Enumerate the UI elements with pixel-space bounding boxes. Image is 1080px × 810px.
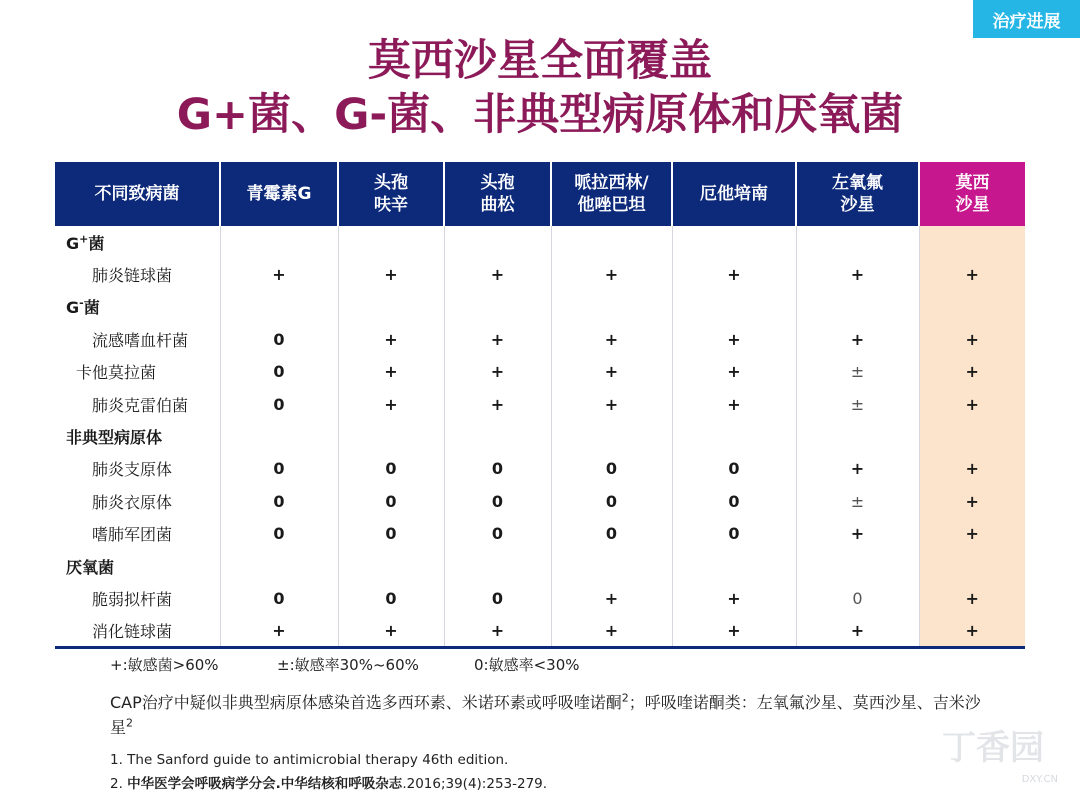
coverage-value: + <box>604 588 619 608</box>
coverage-value: 0 <box>728 491 740 511</box>
coverage-value: + <box>604 329 619 349</box>
coverage-cell <box>220 258 338 290</box>
category-empty-cell <box>919 550 1025 582</box>
category-empty-cell <box>338 226 444 258</box>
category-empty-cell <box>551 550 672 582</box>
coverage-value: + <box>490 621 505 641</box>
coverage-value: + <box>965 459 979 479</box>
category-label-main: 非典型病原体 <box>66 428 163 448</box>
coverage-value: + <box>490 362 505 382</box>
coverage-value: + <box>965 621 979 641</box>
coverage-cell <box>796 356 919 388</box>
category-empty-cell <box>444 291 551 323</box>
coverage-cell <box>338 356 444 388</box>
category-empty-cell <box>551 226 672 258</box>
coverage-cell <box>551 388 672 420</box>
coverage-cell <box>672 485 796 517</box>
coverage-value: + <box>965 265 979 285</box>
category-empty-cell <box>444 550 551 582</box>
coverage-cell <box>444 453 551 485</box>
coverage-value: 0 <box>728 459 740 479</box>
coverage-value: + <box>727 329 741 349</box>
coverage-cell <box>551 518 672 550</box>
category-empty-cell <box>919 226 1025 258</box>
coverage-value: ± <box>850 394 865 414</box>
table-row <box>55 582 1025 614</box>
coverage-value: + <box>727 394 741 414</box>
coverage-cell <box>338 258 444 290</box>
coverage-value: + <box>384 394 398 414</box>
coverage-value: 0 <box>273 491 285 511</box>
coverage-cell <box>338 453 444 485</box>
category-empty-cell <box>220 420 338 452</box>
watermark-logo: 丁香园 <box>942 728 1044 768</box>
category-empty-cell <box>796 291 919 323</box>
category-label-sup: + <box>79 232 89 246</box>
coverage-cell <box>220 615 338 647</box>
category-empty-cell <box>796 550 919 582</box>
coverage-value: + <box>604 394 619 414</box>
coverage-value: + <box>965 524 979 544</box>
coverage-value: + <box>272 265 286 285</box>
coverage-value: + <box>727 621 741 641</box>
header-drug-line1: 哌拉西林/ <box>574 173 649 193</box>
legend-sensitive: +:敏感菌>60% <box>110 656 219 674</box>
coverage-value: 0 <box>605 524 618 544</box>
coverage-value: + <box>272 621 286 641</box>
coverage-value: 0 <box>852 588 863 608</box>
header-drug-line2: 曲松 <box>480 195 515 215</box>
coverage-cell <box>672 582 796 614</box>
coverage-value: 0 <box>728 524 740 544</box>
coverage-cell <box>796 323 919 355</box>
reference-2-number: 2. <box>110 776 128 792</box>
reference-1: 1. The Sanford guide to antimicrobial therapy 46th edition. <box>110 752 509 768</box>
coverage-cell <box>796 485 919 517</box>
pathogen-name: 肺炎衣原体 <box>92 492 173 512</box>
coverage-cell <box>220 453 338 485</box>
coverage-cell <box>672 323 796 355</box>
category-empty-cell <box>672 291 796 323</box>
coverage-value: 0 <box>273 459 285 479</box>
category-label-main: G <box>66 298 80 318</box>
coverage-cell <box>551 582 672 614</box>
coverage-cell <box>551 356 672 388</box>
category-label-suffix: 菌 <box>83 298 100 318</box>
coverage-cell <box>551 258 672 290</box>
category-empty-cell <box>338 550 444 582</box>
header-drug-line1: 左氧氟 <box>832 173 883 193</box>
header-drug-6 <box>919 162 1025 226</box>
category-row <box>55 226 1025 258</box>
coverage-cell <box>338 582 444 614</box>
coverage-cell <box>919 453 1025 485</box>
header-drug-1 <box>338 162 444 226</box>
category-empty-cell <box>551 420 672 452</box>
header-drug-line1: 莫西 <box>955 173 990 193</box>
coverage-value: 0 <box>491 459 504 479</box>
category-empty-cell <box>672 420 796 452</box>
category-empty-cell <box>220 291 338 323</box>
coverage-value: 0 <box>605 491 618 511</box>
coverage-value: + <box>850 621 865 641</box>
coverage-value: + <box>490 394 505 414</box>
coverage-cell <box>796 388 919 420</box>
coverage-cell <box>672 388 796 420</box>
coverage-cell <box>220 356 338 388</box>
coverage-value: + <box>727 265 741 285</box>
coverage-cell <box>672 356 796 388</box>
coverage-value: + <box>850 459 865 479</box>
coverage-cell <box>919 615 1025 647</box>
category-empty-cell <box>338 291 444 323</box>
coverage-cell <box>672 615 796 647</box>
coverage-cell <box>338 615 444 647</box>
table-row <box>55 485 1025 517</box>
coverage-cell <box>796 518 919 550</box>
category-empty-cell <box>796 420 919 452</box>
table-row <box>55 388 1025 420</box>
category-empty-cell <box>220 226 338 258</box>
pathogen-name: 嗜肺军团菌 <box>92 525 173 545</box>
note-text-2: ；呼吸喹诺酮类：左氧氟沙星、莫西沙星、吉米沙星 <box>110 693 981 737</box>
header-pathogen: 不同致病菌 <box>55 162 220 226</box>
pathogen-name: 卡他莫拉菌 <box>76 363 157 383</box>
coverage-cell <box>551 485 672 517</box>
table-header-row <box>55 162 1025 226</box>
coverage-cell <box>444 258 551 290</box>
header-drug-2 <box>444 162 551 226</box>
coverage-value: + <box>604 265 619 285</box>
coverage-cell <box>338 388 444 420</box>
coverage-value: 0 <box>491 588 504 608</box>
coverage-value: 0 <box>273 588 285 608</box>
coverage-cell <box>796 582 919 614</box>
coverage-value: 0 <box>385 588 397 608</box>
note-citation-1: 2 <box>621 691 629 705</box>
coverage-cell <box>551 615 672 647</box>
section-tag: 治疗进展 <box>973 0 1080 38</box>
category-empty-cell <box>444 420 551 452</box>
pathogen-name: 消化链球菌 <box>92 622 173 642</box>
header-drug-line1: 头孢 <box>374 173 408 193</box>
coverage-value: + <box>384 621 398 641</box>
table-row <box>55 615 1025 647</box>
category-empty-cell <box>444 226 551 258</box>
coverage-value: 0 <box>273 362 285 382</box>
category-empty-cell <box>919 420 1025 452</box>
coverage-value: + <box>850 265 865 285</box>
reference-2 <box>110 772 547 792</box>
table-row <box>55 453 1025 485</box>
coverage-cell <box>919 582 1025 614</box>
coverage-value: + <box>384 265 398 285</box>
category-empty-cell <box>338 420 444 452</box>
category-row <box>55 550 1025 582</box>
coverage-cell <box>919 356 1025 388</box>
category-empty-cell <box>672 550 796 582</box>
header-drug-line2: 沙星 <box>955 195 990 215</box>
coverage-value: 0 <box>491 491 504 511</box>
coverage-value: + <box>965 362 979 382</box>
category-label <box>55 550 220 582</box>
table-row <box>55 518 1025 550</box>
category-label-main: G <box>66 233 80 253</box>
page-subtitle: G+菌、G-菌、非典型病原体和厌氧菌 <box>176 90 904 140</box>
coverage-cell <box>919 258 1025 290</box>
category-row <box>55 291 1025 323</box>
header-drug-line2: 沙星 <box>840 195 875 215</box>
category-label <box>55 420 220 452</box>
coverage-cell <box>220 518 338 550</box>
header-drug-line1: 青霉素G <box>246 184 312 204</box>
coverage-cell <box>672 258 796 290</box>
reference-2-detail: .2016;39(4):253-279. <box>402 776 548 792</box>
header-drug-line2: 他唑巴坦 <box>577 195 646 215</box>
category-empty-cell <box>919 291 1025 323</box>
coverage-cell <box>551 453 672 485</box>
category-label-main: 厌氧菌 <box>66 557 115 577</box>
coverage-cell <box>444 356 551 388</box>
coverage-cell <box>444 615 551 647</box>
header-drug-4 <box>672 162 796 226</box>
watermark-url: DXY.CN <box>1021 774 1058 785</box>
category-label-suffix: 菌 <box>88 233 105 253</box>
coverage-value: 0 <box>273 524 285 544</box>
coverage-value: 0 <box>385 459 397 479</box>
coverage-value: 0 <box>273 394 285 414</box>
header-drug-5 <box>796 162 919 226</box>
page-title: 莫西沙星全面覆盖 <box>368 36 712 86</box>
header-drug-0 <box>220 162 338 226</box>
coverage-cell <box>919 518 1025 550</box>
coverage-cell <box>220 323 338 355</box>
clinical-note <box>110 690 990 740</box>
coverage-value: 0 <box>605 459 618 479</box>
coverage-cell <box>672 453 796 485</box>
table-row <box>55 258 1025 290</box>
pathogen-name: 肺炎链球菌 <box>92 266 173 286</box>
coverage-cell <box>220 485 338 517</box>
category-row <box>55 420 1025 452</box>
table-row <box>55 323 1025 355</box>
coverage-value: + <box>965 588 979 608</box>
coverage-value: + <box>604 362 619 382</box>
coverage-cell <box>220 388 338 420</box>
coverage-cell <box>672 518 796 550</box>
coverage-value: + <box>604 621 619 641</box>
coverage-cell <box>444 388 551 420</box>
category-label <box>55 226 220 258</box>
coverage-value: + <box>965 394 979 414</box>
note-text-1: CAP治疗中疑似非典型病原体感染首选多西环素、米诺环素或呼吸喹诺酮 <box>110 693 622 712</box>
coverage-value: + <box>727 362 741 382</box>
category-empty-cell <box>551 291 672 323</box>
coverage-value: + <box>490 329 505 349</box>
coverage-value: 0 <box>385 524 397 544</box>
coverage-value: + <box>727 588 741 608</box>
pathogen-name: 流感嗜血杆菌 <box>92 330 189 350</box>
coverage-cell <box>796 453 919 485</box>
pathogen-name: 肺炎支原体 <box>92 460 173 480</box>
category-empty-cell <box>796 226 919 258</box>
coverage-value: 0 <box>385 491 397 511</box>
coverage-value: + <box>965 329 979 349</box>
coverage-cell <box>338 485 444 517</box>
antibiotic-coverage-table <box>55 162 1025 647</box>
coverage-cell <box>338 323 444 355</box>
note-citation-2: 2 <box>126 716 134 730</box>
coverage-value: + <box>850 524 865 544</box>
coverage-value: + <box>965 491 979 511</box>
header-drug-3 <box>551 162 672 226</box>
category-empty-cell <box>220 550 338 582</box>
coverage-value: + <box>490 265 505 285</box>
coverage-value: + <box>850 329 865 349</box>
coverage-cell <box>444 518 551 550</box>
coverage-value: ± <box>850 362 865 382</box>
coverage-cell <box>796 258 919 290</box>
table-bottom-rule <box>55 646 1025 649</box>
legend-intermediate: ±:敏感率30%~60% <box>277 656 419 674</box>
header-drug-line1: 厄他培南 <box>700 184 768 204</box>
header-drug-line2: 呋辛 <box>374 195 408 215</box>
coverage-cell <box>220 582 338 614</box>
coverage-cell <box>796 615 919 647</box>
coverage-cell <box>551 323 672 355</box>
coverage-cell <box>919 485 1025 517</box>
table-row <box>55 356 1025 388</box>
coverage-value: 0 <box>491 524 504 544</box>
legend-resistant: 0:敏感率<30% <box>474 656 580 674</box>
coverage-value: 0 <box>273 329 285 349</box>
pathogen-name: 肺炎克雷伯菌 <box>92 395 189 415</box>
coverage-value: + <box>384 329 398 349</box>
coverage-cell <box>919 388 1025 420</box>
coverage-cell <box>919 323 1025 355</box>
coverage-cell <box>444 582 551 614</box>
pathogen-name: 脆弱拟杆菌 <box>92 589 173 609</box>
coverage-value: + <box>384 362 398 382</box>
coverage-cell <box>444 485 551 517</box>
coverage-cell <box>444 323 551 355</box>
coverage-value: ± <box>850 491 865 511</box>
category-empty-cell <box>672 226 796 258</box>
category-label-sup: - <box>79 297 84 311</box>
reference-2-source: 中华医学会呼吸病学分会.中华结核和呼吸杂志 <box>127 776 403 792</box>
coverage-cell <box>338 518 444 550</box>
category-label <box>55 291 220 323</box>
header-drug-line1: 头孢 <box>480 173 515 193</box>
